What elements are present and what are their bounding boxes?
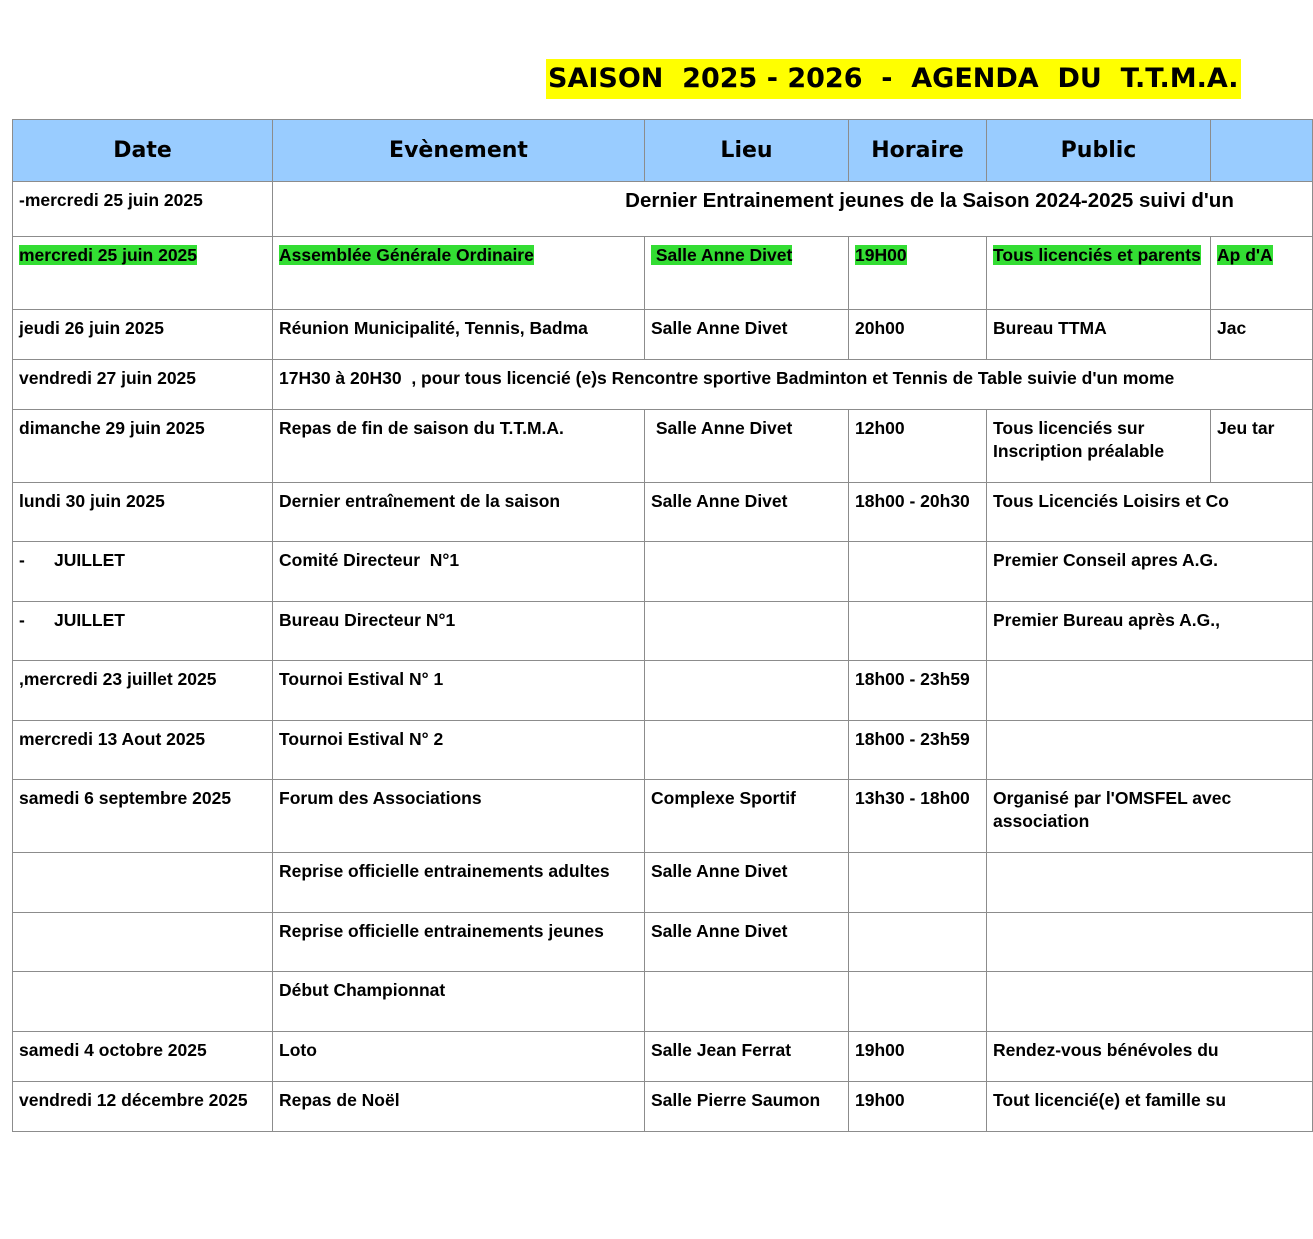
- extra-highlight: Ap d'A: [1217, 245, 1273, 265]
- table-row: [13, 661, 1313, 721]
- table-row: [13, 310, 1313, 360]
- lieu-highlight: Salle Anne Divet: [651, 245, 793, 265]
- cell-date: ,mercredi 23 juillet 2025: [13, 661, 273, 721]
- cell-lieu: Complexe Sportif: [645, 780, 849, 853]
- cell-date: [13, 972, 273, 1032]
- cell-lieu: [645, 661, 849, 721]
- cell-public: Premier Conseil apres A.G.: [987, 542, 1313, 602]
- cell-date: mercredi 13 Aout 2025: [13, 721, 273, 780]
- header-horaire: Horaire: [849, 120, 987, 182]
- cell-lieu: Salle Pierre Saumon: [645, 1082, 849, 1132]
- date-highlight: mercredi 25 juin 2025: [19, 245, 198, 265]
- cell-lieu: [645, 972, 849, 1032]
- table-row: [13, 182, 1313, 237]
- cell-public: [987, 853, 1313, 913]
- table-row: [13, 721, 1313, 780]
- table-row: [13, 410, 1313, 483]
- cell-merged-event: [273, 182, 1313, 237]
- cell-event: Reprise officielle entrainements jeunes: [273, 913, 645, 972]
- cell-horaire: 19h00: [849, 1032, 987, 1082]
- cell-merged-event: 17H30 à 20H30 , pour tous licencié (e)s Rencontre sportive Badminton et Tennis de Table suivie d'un mome: [273, 360, 1313, 410]
- page-title: SAISON 2025 - 2026 - AGENDA DU T.T.M.A.: [546, 59, 1241, 99]
- cell-date: [13, 913, 273, 972]
- cell-horaire: [849, 972, 987, 1032]
- table-row: [13, 1032, 1313, 1082]
- cell-event: Tournoi Estival N° 1: [273, 661, 645, 721]
- table-row: [13, 602, 1313, 661]
- table-row: [13, 853, 1313, 913]
- header-event: Evènement: [273, 120, 645, 182]
- table-row: [13, 483, 1313, 542]
- cell-horaire: [849, 853, 987, 913]
- cell-event: Repas de fin de saison du T.T.M.A.: [273, 410, 645, 483]
- cell-date: vendredi 27 juin 2025: [13, 360, 273, 410]
- cell-lieu: Salle Anne Divet: [645, 483, 849, 542]
- cell-horaire: 18h00 - 23h59: [849, 661, 987, 721]
- table-row: [13, 1082, 1313, 1132]
- cell-date: jeudi 26 juin 2025: [13, 310, 273, 360]
- cell-lieu: Salle Anne Divet: [645, 853, 849, 913]
- horaire-highlight: 19H00: [855, 245, 907, 265]
- cell-lieu: [645, 602, 849, 661]
- cell-date: - JUILLET: [13, 542, 273, 602]
- header-lieu: Lieu: [645, 120, 849, 182]
- cell-event: Bureau Directeur N°1: [273, 602, 645, 661]
- public-text: Organisé par l'OMSFEL avec association: [993, 788, 1232, 831]
- table-row: [13, 360, 1313, 410]
- cell-public: [987, 913, 1313, 972]
- cell-public: Bureau TTMA: [987, 310, 1211, 360]
- header-date: Date: [13, 120, 273, 182]
- cell-horaire: [849, 542, 987, 602]
- cell-public: [987, 661, 1313, 721]
- cell-extra: Jac: [1211, 310, 1313, 360]
- cell-event: Tournoi Estival N° 2: [273, 721, 645, 780]
- cell-horaire: 13h30 - 18h00: [849, 780, 987, 853]
- cell-horaire: 18h00 - 23h59: [849, 721, 987, 780]
- cell-extra: Jeu tar: [1211, 410, 1313, 483]
- cell-event: Repas de Noël: [273, 1082, 645, 1132]
- cell-public: [987, 721, 1313, 780]
- cell-lieu: Salle Anne Divet: [645, 310, 849, 360]
- cell-date: [13, 853, 273, 913]
- cell-event: Loto: [273, 1032, 645, 1082]
- cell-lieu: Salle Jean Ferrat: [645, 1032, 849, 1082]
- cell-event: Reprise officielle entrainements adultes: [273, 853, 645, 913]
- cell-public: Rendez-vous bénévoles du: [987, 1032, 1313, 1082]
- cell-date: [13, 237, 273, 310]
- cell-horaire: 20h00: [849, 310, 987, 360]
- cell-horaire: [849, 237, 987, 310]
- table-row: [13, 237, 1313, 310]
- cell-public: Tous licenciés sur Inscription préalable: [987, 410, 1211, 483]
- cell-lieu: Salle Anne Divet: [645, 410, 849, 483]
- table-row: [13, 780, 1313, 853]
- cell-horaire: 18h00 - 20h30: [849, 483, 987, 542]
- cell-lieu: [645, 721, 849, 780]
- cell-date: -mercredi 25 juin 2025: [13, 182, 273, 237]
- cell-horaire: 19h00: [849, 1082, 987, 1132]
- cell-event: Comité Directeur N°1: [273, 542, 645, 602]
- cell-extra: [1211, 237, 1313, 310]
- cell-public: [987, 972, 1313, 1032]
- table-row: [13, 542, 1313, 602]
- cell-event: Début Championnat: [273, 972, 645, 1032]
- cell-horaire: [849, 913, 987, 972]
- cell-horaire: 12h00: [849, 410, 987, 483]
- header-extra: [1211, 120, 1313, 182]
- cell-date: - JUILLET: [13, 602, 273, 661]
- table-row: [13, 972, 1313, 1032]
- cell-date: samedi 6 septembre 2025: [13, 780, 273, 853]
- merged-event-text: Dernier Entrainement jeunes de la Saison 2024-2025 suivi d'un: [625, 189, 1234, 212]
- cell-date: samedi 4 octobre 2025: [13, 1032, 273, 1082]
- table-row: [13, 913, 1313, 972]
- public-highlight: Tous licenciés et parents: [993, 245, 1201, 265]
- cell-lieu: Salle Anne Divet: [645, 913, 849, 972]
- cell-date: lundi 30 juin 2025: [13, 483, 273, 542]
- cell-lieu: [645, 542, 849, 602]
- agenda-table: [12, 119, 1313, 1132]
- cell-event: [273, 237, 645, 310]
- cell-public: [987, 780, 1313, 853]
- cell-public: Tous Licenciés Loisirs et Co: [987, 483, 1313, 542]
- cell-date: dimanche 29 juin 2025: [13, 410, 273, 483]
- cell-public: [987, 237, 1211, 310]
- header-row: [13, 120, 1313, 182]
- event-highlight: Assemblée Générale Ordinaire: [279, 245, 534, 265]
- cell-event: Dernier entraînement de la saison: [273, 483, 645, 542]
- cell-lieu: [645, 237, 849, 310]
- cell-public: Premier Bureau après A.G.,: [987, 602, 1313, 661]
- cell-event: Réunion Municipalité, Tennis, Badma: [273, 310, 645, 360]
- cell-event: Forum des Associations: [273, 780, 645, 853]
- cell-date: vendredi 12 décembre 2025: [13, 1082, 273, 1132]
- cell-public: Tout licencié(e) et famille su: [987, 1082, 1313, 1132]
- header-public: Public: [987, 120, 1211, 182]
- cell-horaire: [849, 602, 987, 661]
